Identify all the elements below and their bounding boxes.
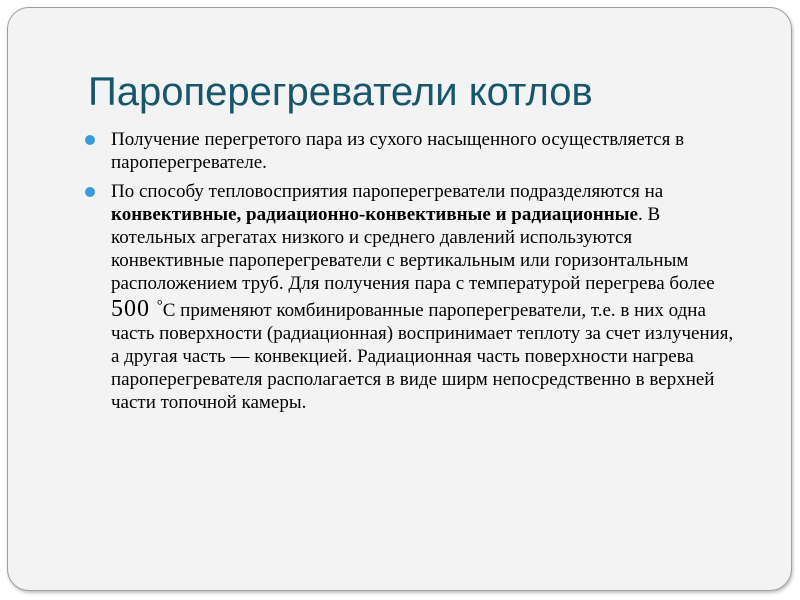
bullet-item-2 bbox=[84, 180, 744, 414]
bullet-dot-icon bbox=[85, 135, 95, 145]
slide-body bbox=[84, 128, 744, 420]
bullet-text: Получение перегретого пара из сухого насыщенного осуществляется в пароперегревателе. bbox=[111, 129, 685, 173]
slide-title: Пароперегреватели котлов bbox=[88, 70, 593, 114]
bullet-dot-icon bbox=[85, 187, 95, 197]
bullet-text-middle: . В котельных агрегатах низкого и среднего давлений используются конвективные пароперегреватели с вертикальным или горизонтальным расположением труб. Для получения пара с температурой перегрева более bbox=[111, 204, 715, 294]
degree-symbol: ° bbox=[156, 298, 163, 314]
bullet-bold-terms: конвективные, радиационно-конвективные и радиационные bbox=[111, 204, 638, 225]
temperature-value: 500 bbox=[111, 296, 150, 322]
bullet-text-end: С применяют комбинированные пароперегреватели, т.е. в них одна часть поверхности (радиационная) воспринимает теплоту за счет излучения, а другая часть — конвекцией. Радиационная часть поверхности нагрева пароперегревателя располагается в виде ширм непосредственно в верхней части топочной камеры. bbox=[111, 300, 734, 413]
bullet-item-1 bbox=[84, 128, 744, 174]
bullet-text-intro: По способу тепловосприятия пароперегреватели подразделяются на bbox=[111, 181, 664, 202]
